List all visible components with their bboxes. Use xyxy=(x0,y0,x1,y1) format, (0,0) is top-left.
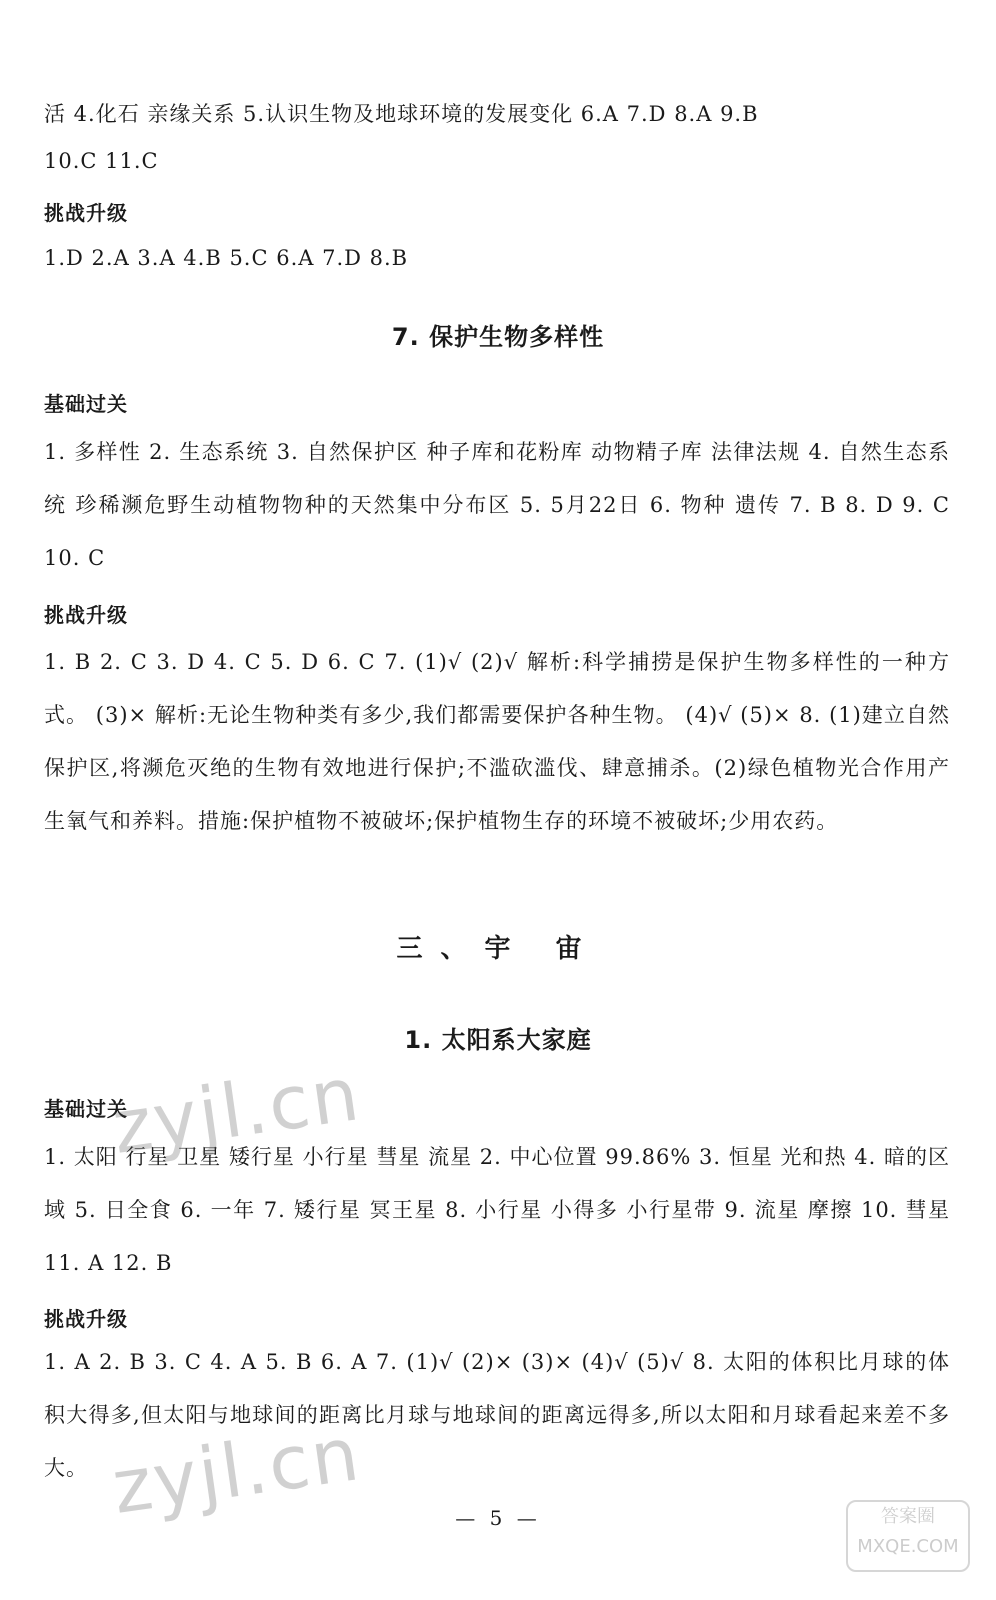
section-1-title: 1. 太阳系大家庭 xyxy=(404,1026,592,1054)
section-7-tiaozhan-heading: 挑战升级 xyxy=(44,603,128,627)
section-1-tiaozhan-heading: 挑战升级 xyxy=(44,1307,128,1331)
section-7-tiaozhan-answers: 1. B 2. C 3. D 4. C 5. D 6. C 7. (1)√ (2)√ 解析:科学捕捞是保护生物多样性的一种方式。 (3)× 解析:无论生物种类有多少,我们都需要保护各种生物。 (4)√ (5)× 8. (1)建立自然保护区,将濒危灭绝的生物有效地进行保护;不滥砍滥伐、肆意捕杀。(2)绿色植物光合作用产生氧气和养料。措施:保护植物不被破坏;保护植物生存的环境不被破坏;少用农药。 xyxy=(44,650,950,833)
unit-3-title: 三、宇 宙 xyxy=(396,934,600,964)
section-1-jichu-heading: 基础过关 xyxy=(44,1097,128,1121)
prev-tiaozhan-answers: 1.D 2.A 3.A 4.B 5.C 6.A 7.D 8.B xyxy=(44,246,409,270)
watermark-zyjl-2: zyjl.cn xyxy=(107,1411,366,1531)
watermark-mxqe-line2: MXQE.COM xyxy=(857,1536,959,1557)
section-1-jichu-answers: 1. 太阳 行星 卫星 矮行星 小行星 彗星 流星 2. 中心位置 99.86% 3. 恒星 光和热 4. 暗的区域 5. 日全食 6. 一年 7. 矮行星 冥王星 8. 小行星 小得多 小行星带 9. 流星 摩擦 10. 彗星 11. A 12. B xyxy=(44,1145,950,1275)
prev-tiaozhan-heading: 挑战升级 xyxy=(44,201,128,225)
section-7-jichu-answers: 1. 多样性 2. 生态系统 3. 自然保护区 种子库和花粉库 动物精子库 法律法规 4. 自然生态系统 珍稀濒危野生动植物物种的天然集中分布区 5. 5月22日 6. 物种 遗传 7. B 8. D 9. C 10. C xyxy=(44,440,950,570)
section-1-tiaozhan-answers: 1. A 2. B 3. C 4. A 5. B 6. A 7. (1)√ (2)× (3)× (4)√ (5)√ 8. 太阳的体积比月球的体积大得多,但太阳与地球间的距离比月球与地球间的距离远得多,所以太阳和月球看起来差不多大。 xyxy=(44,1350,950,1480)
prev-section-answers-line2: 10.C 11.C xyxy=(44,149,159,173)
watermark-mxqe-line1: 答案圈 xyxy=(881,1506,935,1527)
section-7-title: 7. 保护生物多样性 xyxy=(391,323,605,351)
page-number: — 5 — xyxy=(455,1506,541,1530)
watermark-zyjl-1: zyjl.cn xyxy=(107,1051,366,1171)
section-7-jichu-heading: 基础过关 xyxy=(44,392,128,416)
prev-section-answers-line1: 活 4.化石 亲缘关系 5.认识生物及地球环境的发展变化 6.A 7.D 8.A 9.B xyxy=(44,102,759,126)
